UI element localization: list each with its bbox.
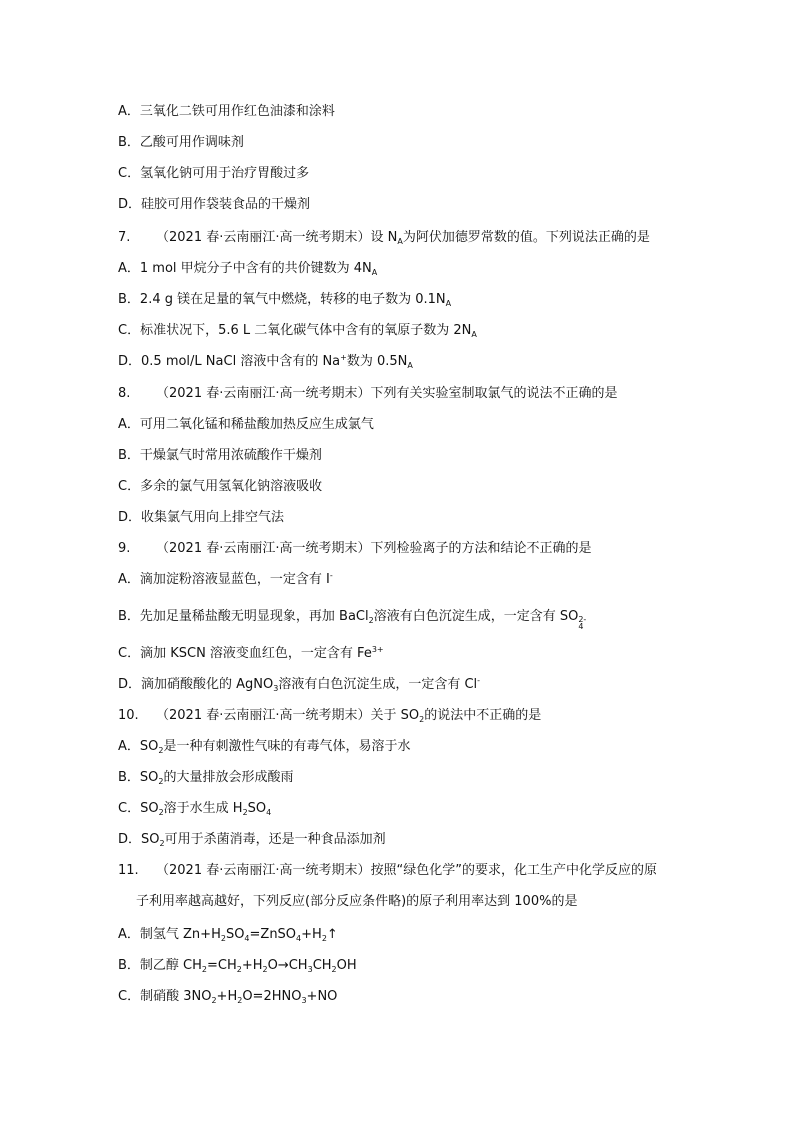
q6-option-a: A．三氧化二铁可用作红色油漆和涂料 [118, 104, 335, 119]
q11-stem-line1: 11. （2021 春·云南丽江·高一统考期末）按照“绿色化学”的要求，化工生产中化学反应的原 [118, 863, 657, 878]
q9-option-b: B．先加足量稀盐酸无明显现象，再加 BaCl$_2$溶液有白色沉淀生成，一定含有 SO 2- 4 [118, 609, 587, 631]
q6-option-b: B．乙酸可用作调味剂 [118, 135, 244, 150]
q10-option-d: D．$SO_2$可用于杀菌消毒，还是一种食品添加剂 [118, 832, 386, 848]
q9-option-d: D．滴加硝酸酸化的 AgNO$_3$溶液有白色沉淀生成，一定含有 Cl- [118, 676, 481, 693]
q10-option-a: A．$SO_2$是一种有刺激性气味的有毒气体，易溶于水 [118, 739, 411, 755]
q7-option-d: D．0.5 mol/L NaCl 溶液中含有的 Na+数为 $0.5N_A$ [118, 353, 413, 370]
q8-option-a: A．可用二氧化锰和稀盐酸加热反应生成氯气 [118, 417, 374, 432]
q9-option-a: A．滴加淀粉溶液显蓝色，一定含有 I- [118, 571, 333, 587]
q11-option-b: B．制乙醇 $CH_2=CH_2+H_2O\to CH_3CH_2OH$ [118, 958, 357, 974]
q10-stem: 10. （2021 春·云南丽江·高一统考期末）关于 $SO_2$的说法中不正确的是 [118, 708, 542, 724]
q11-option-c: C．制硝酸 $3NO_2+H_2O=2HNO_3+NO$ [118, 989, 338, 1005]
q11-stem-line2: 子利用率越高越好，下列反应(部分反应条件略)的原子利用率达到 100%的是 [136, 894, 578, 909]
q9-stem: 9. （2021 春·云南丽江·高一统考期末）下列检验离子的方法和结论不正确的是 [118, 541, 592, 556]
q6-option-c: C．氢氧化钠可用于治疗胃酸过多 [118, 166, 310, 181]
q8-option-b: B．干燥氯气时常用浓硫酸作干燥剂 [118, 448, 322, 463]
q10-option-c: C．$SO_2$溶于水生成 $H_2SO_4$ [118, 801, 272, 817]
q7-option-c: C．标准状况下，5.6 L 二氧化碳气体中含有的氧原子数为 $2N_A$ [118, 323, 477, 339]
q7-stem: 7. （2021 春·云南丽江·高一统考期末）设 $N_A$为阿伏加德罗常数的值。下列说法正确的是 [118, 230, 650, 246]
q9-option-c: C．滴加 KSCN 溶液变血红色，一定含有 $Fe^{3+}$ [118, 645, 384, 661]
so4-charge-stack: 2- 4 [578, 615, 587, 631]
q8-stem: 8. （2021 春·云南丽江·高一统考期末）下列有关实验室制取氯气的说法不正确的是 [118, 386, 618, 401]
q7-option-b: B．2.4 g 镁在足量的氧气中燃烧，转移的电子数为 $0.1N_A$ [118, 292, 452, 308]
q8-option-d: D．收集氯气用向上排空气法 [118, 510, 285, 525]
q10-option-b: B．$SO_2$的大量排放会形成酸雨 [118, 770, 294, 786]
q7-option-a: A．1 mol 甲烷分子中含有的共价键数为 $4N_A$ [118, 261, 378, 277]
q8-option-c: C．多余的氯气用氢氧化钠溶液吸收 [118, 479, 323, 494]
q11-option-a: A．制氢气 $Zn+H_2SO_4=ZnSO_4+H_2↑$ [118, 927, 338, 943]
q6-option-d: D．硅胶可用作袋装食品的干燥剂 [118, 197, 311, 212]
